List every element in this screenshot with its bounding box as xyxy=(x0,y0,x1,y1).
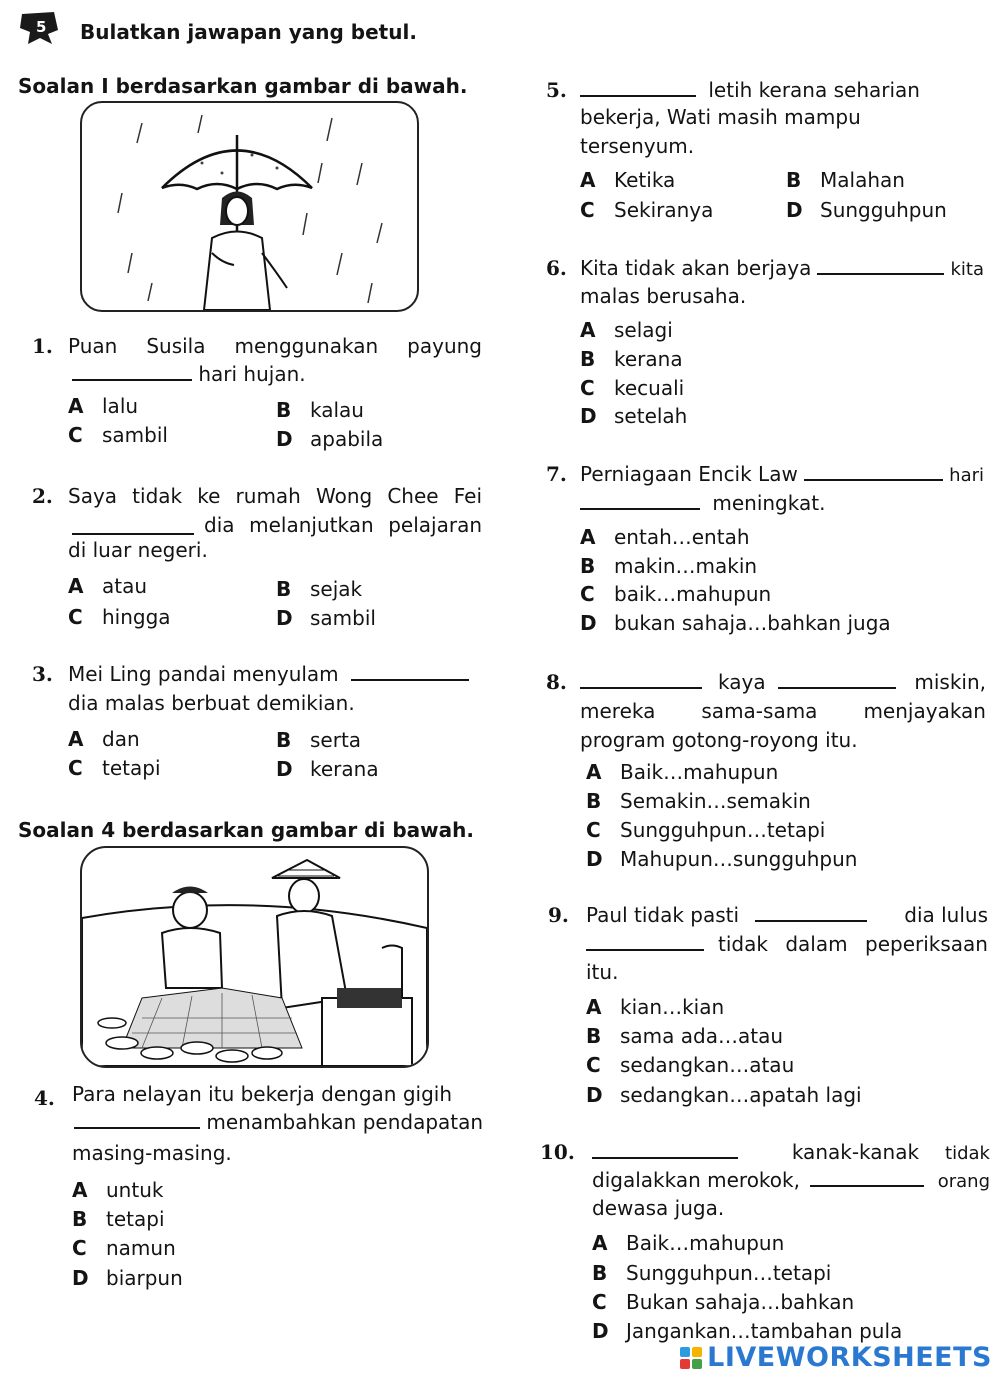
q8-blank-1[interactable] xyxy=(580,669,702,689)
q2-line3: di luar negeri. xyxy=(68,538,208,562)
q7-option-c[interactable]: C baik…mahupun xyxy=(580,582,772,606)
q6-option-c[interactable]: C kecuali xyxy=(580,376,685,400)
section-heading-4: Soalan 4 berdasarkan gambar di bawah. xyxy=(18,818,474,842)
q1-line2: hari hujan. xyxy=(72,360,306,389)
q9-line1: Paul tidak pasti dia lulus xyxy=(586,903,988,927)
q4-number: 4. xyxy=(34,1086,55,1110)
q1-option-b[interactable]: B kalau xyxy=(276,398,364,422)
q2-option-d[interactable]: D sambil xyxy=(276,606,376,630)
q10-line3: dewasa juga. xyxy=(592,1196,725,1220)
q3-option-b[interactable]: B serta xyxy=(276,728,362,752)
q9-number: 9. xyxy=(548,903,569,927)
q10-line2: digalakkan merokok, orang xyxy=(592,1168,990,1192)
q3-line1: Mei Ling pandai menyulam xyxy=(68,660,469,689)
q6-option-b[interactable]: B kerana xyxy=(580,347,683,371)
q7-option-d[interactable]: D bukan sahaja…bahkan juga xyxy=(580,611,891,635)
q8-blank-2[interactable] xyxy=(778,669,896,689)
q7-option-b[interactable]: B makin…makin xyxy=(580,554,758,578)
q1-option-c[interactable]: C sambil xyxy=(68,423,168,447)
q10-blank-2[interactable] xyxy=(810,1167,924,1187)
rain-umbrella-illustration xyxy=(80,101,419,312)
q5-option-c[interactable]: C Sekiranya xyxy=(580,198,714,222)
brand-square-blue xyxy=(680,1347,690,1357)
brand-square-red xyxy=(680,1359,690,1369)
q6-option-a[interactable]: A selagi xyxy=(580,318,673,342)
q9-option-b[interactable]: B sama ada…atau xyxy=(586,1024,784,1048)
q10-line1: kanak-kanak tidak xyxy=(592,1138,990,1168)
q3-blank[interactable] xyxy=(351,661,469,681)
q4-line3: masing-masing. xyxy=(72,1141,232,1165)
instruction-text: Bulatkan jawapan yang betul. xyxy=(80,20,417,44)
q8-option-a[interactable]: A Baik…mahupun xyxy=(586,760,779,784)
q8-option-b[interactable]: B Semakin…semakin xyxy=(586,789,811,813)
q5-blank[interactable] xyxy=(580,77,696,97)
q7-blank-2[interactable] xyxy=(580,490,700,510)
q3-number: 3. xyxy=(32,662,53,686)
q8-option-d[interactable]: D Mahupun…sungguhpun xyxy=(586,847,858,871)
q5-option-a[interactable]: A Ketika xyxy=(580,168,676,192)
q7-blank-1[interactable] xyxy=(804,461,943,481)
q4-option-c[interactable]: C namun xyxy=(72,1236,176,1260)
q6-option-d[interactable]: D setelah xyxy=(580,404,688,428)
q4-line1: Para nelayan itu bekerja dengan gigih xyxy=(72,1082,453,1106)
q5-number: 5. xyxy=(546,78,567,102)
q5-option-d[interactable]: D Sungguhpun xyxy=(786,198,947,222)
q6-number: 6. xyxy=(546,256,567,280)
fishermen-illustration xyxy=(80,846,429,1068)
q3-line2: dia malas berbuat demikian. xyxy=(68,691,355,715)
q3-option-c[interactable]: C tetapi xyxy=(68,756,161,780)
q8-line2: mereka sama-sama menjayakan xyxy=(580,699,986,723)
q2-line1: Saya tidak ke rumah Wong Chee Fei xyxy=(68,484,482,508)
liveworksheets-wordmark: LIVEWORKSHEETS xyxy=(707,1342,992,1373)
section-heading-1: Soalan I berdasarkan gambar di bawah. xyxy=(18,74,468,98)
q7-line2: meningkat. xyxy=(580,489,825,518)
q6-line2: malas berusaha. xyxy=(580,284,747,308)
q10-option-b[interactable]: B Sungguhpun…tetapi xyxy=(592,1261,832,1285)
q2-blank[interactable] xyxy=(72,515,194,535)
q1-line1: Puan Susila menggunakan payung xyxy=(68,334,482,358)
q10-option-a[interactable]: A Baik…mahupun xyxy=(592,1231,785,1255)
brand-square-green xyxy=(692,1359,702,1369)
q4-option-d[interactable]: D biarpun xyxy=(72,1266,183,1290)
q2-number: 2. xyxy=(32,484,53,508)
q1-option-a[interactable]: A lalu xyxy=(68,394,139,418)
q9-line2: tidak dalam peperiksaan xyxy=(586,930,988,959)
q3-option-a[interactable]: A dan xyxy=(68,727,140,751)
q6-line1: Kita tidak akan berjaya kita xyxy=(580,256,984,280)
q4-option-a[interactable]: A untuk xyxy=(72,1178,164,1202)
q10-number: 10. xyxy=(540,1140,575,1164)
q1-blank[interactable] xyxy=(72,361,192,381)
q4-blank[interactable] xyxy=(74,1109,200,1129)
q9-option-d[interactable]: D sedangkan…apatah lagi xyxy=(586,1083,862,1107)
q10-option-d[interactable]: D Jangankan…tambahan pula xyxy=(592,1319,903,1343)
q7-option-a[interactable]: A entah…entah xyxy=(580,525,750,549)
q1-option-d[interactable]: D apabila xyxy=(276,427,384,451)
q10-option-c[interactable]: C Bukan sahaja…bahkan xyxy=(592,1290,855,1314)
brand-square-yellow xyxy=(692,1347,702,1357)
q8-line1: kaya miskin, xyxy=(580,668,986,697)
q6-blank[interactable] xyxy=(817,255,944,275)
q9-blank-1[interactable] xyxy=(755,902,867,922)
q9-line3: itu. xyxy=(586,960,619,984)
q2-option-c[interactable]: C hingga xyxy=(68,605,171,629)
q4-option-b[interactable]: B tetapi xyxy=(72,1207,165,1231)
q5-line3: tersenyum. xyxy=(580,134,695,158)
q5-line1: letih kerana seharian xyxy=(580,76,920,105)
q5-line2: bekerja, Wati masih mampu xyxy=(580,105,861,129)
q1-number: 1. xyxy=(32,334,53,358)
q3-option-d[interactable]: D kerana xyxy=(276,757,379,781)
q9-option-c[interactable]: C sedangkan…atau xyxy=(586,1053,795,1077)
svg-text:5: 5 xyxy=(36,18,47,36)
liveworksheets-logo xyxy=(680,1342,992,1373)
liveworksheets-icon xyxy=(680,1347,702,1369)
q9-option-a[interactable]: A kian…kian xyxy=(586,995,725,1019)
q10-blank-1[interactable] xyxy=(592,1139,738,1159)
q5-option-b[interactable]: B Malahan xyxy=(786,168,905,192)
q8-option-c[interactable]: C Sungguhpun…tetapi xyxy=(586,818,826,842)
q8-number: 8. xyxy=(546,670,567,694)
section-badge xyxy=(18,10,60,48)
q2-line2: dia melanjutkan pelajaran xyxy=(72,511,482,540)
q8-line3: program gotong-royong itu. xyxy=(580,728,858,752)
q2-option-b[interactable]: B sejak xyxy=(276,577,363,601)
q7-line1: Perniagaan Encik Law hari xyxy=(580,462,984,486)
q7-number: 7. xyxy=(546,462,567,486)
q2-option-a[interactable]: A atau xyxy=(68,574,148,598)
q4-line2: menambahkan pendapatan xyxy=(74,1108,483,1137)
q9-blank-2[interactable] xyxy=(586,931,704,951)
